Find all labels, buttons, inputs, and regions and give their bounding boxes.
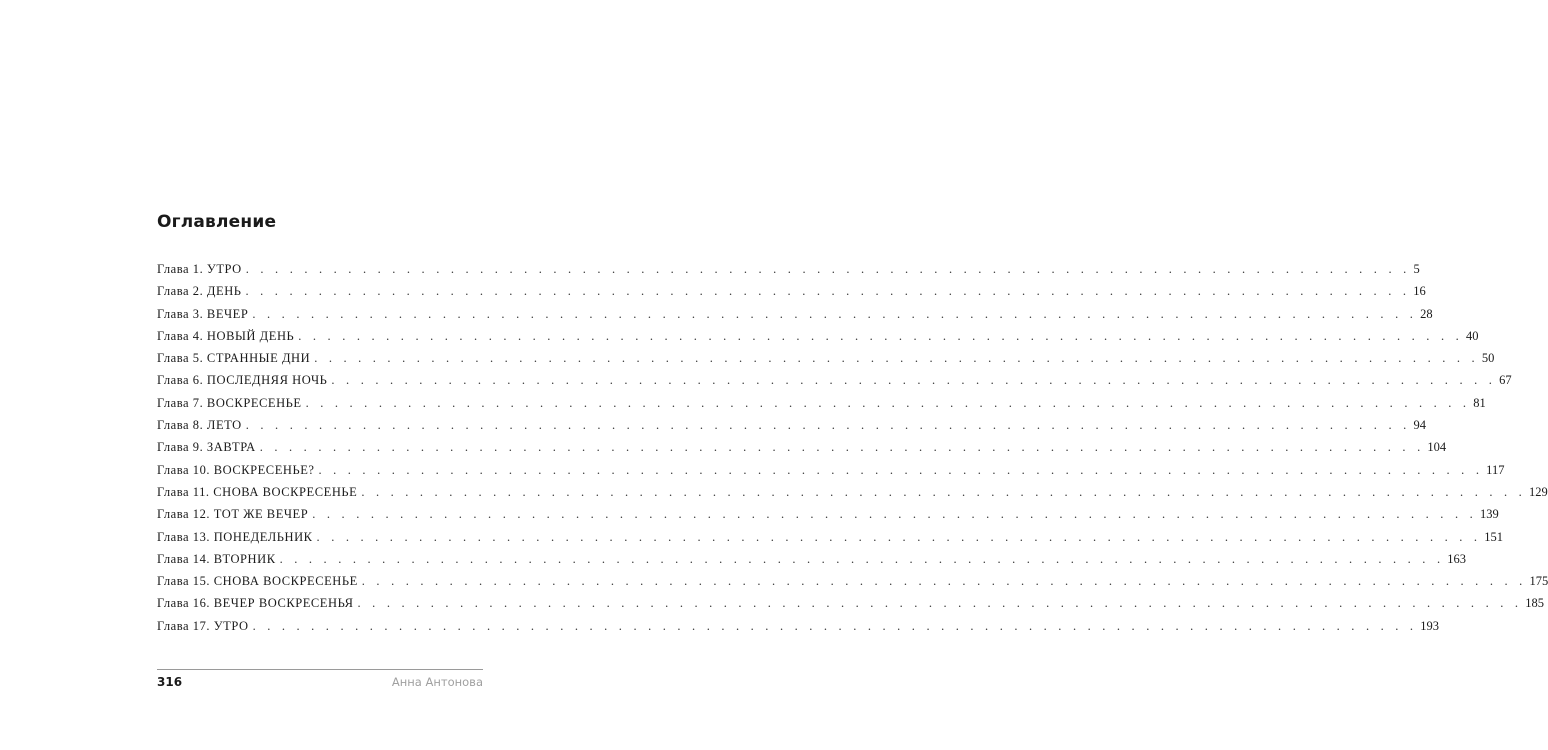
dot-leader: . . . . . . . . . . . . . . . . . . . . . . . . . . . . . . . . . . . . . . . . . . . . . . . . . . . . . . . . . . . . . . . . . . . . . . . . . . . . . . . . (245, 284, 1411, 299)
chapter-page-number: 193 (1420, 618, 1439, 633)
chapter-page-number: 5 (1413, 262, 1420, 276)
chapter-title: Глава 3. ВЕЧЕР (157, 306, 249, 321)
dot-leader: . . . . . . . . . . . . . . . . . . . . . . . . . . . . . . . . . . . . . . . . . . . . . . . . . . . . . . . . . . . . . . . . . . . . . . . . . . . . . . . . (318, 462, 1484, 477)
toc-entry[interactable] (157, 328, 1479, 350)
dot-leader: . . . . . . . . . . . . . . . . . . . . . . . . . . . . . . . . . . . . . . . . . . . . . . . . . . . . . . . . . . . . . . . . . . . . . . . . . . . . . . . . (361, 484, 1526, 499)
toc-entry[interactable] (157, 462, 1505, 484)
footer-page-number: 316 (157, 675, 183, 689)
dot-leader: . . . . . . . . . . . . . . . . . . . . . . . . . . . . . . . . . . . . . . . . . . . . . . . . . . . . . . . . . . . . . . . . . . . . . . . . . . . . . . . . (312, 507, 1477, 522)
dot-leader: . . . . . . . . . . . . . . . . . . . . . . . . . . . . . . . . . . . . . . . . . . . . . . . . . . . . . . . . . . . . . . . . . . . . . . . . . . . . . . . . (245, 418, 1411, 433)
chapter-page-number: 81 (1473, 395, 1486, 410)
chapter-title: Глава 7. ВОСКРЕСЕНЬЕ (157, 395, 302, 410)
toc-entry[interactable] (157, 372, 1512, 394)
toc-entry[interactable] (157, 618, 1439, 640)
toc-entry[interactable] (157, 261, 1420, 283)
toc-entry[interactable] (157, 484, 1548, 506)
chapter-page-number: 67 (1499, 373, 1512, 388)
chapter-title: Глава 9. ЗАВТРА (157, 440, 256, 455)
chapter-title: Глава 8. ЛЕТО (157, 418, 242, 433)
chapter-page-number: 117 (1486, 462, 1505, 477)
toc-entry[interactable] (157, 395, 1486, 417)
chapter-title: Глава 12. ТОТ ЖЕ ВЕЧЕР (157, 507, 309, 522)
chapter-title: Глава 2. ДЕНЬ (157, 284, 242, 299)
chapter-page-number: 185 (1525, 596, 1544, 611)
chapter-page-number: 94 (1413, 418, 1426, 433)
dot-leader: . . . . . . . . . . . . . . . . . . . . . . . . . . . . . . . . . . . . . . . . . . . . . . . . . . . . . . . . . . . . . . . . . . . . . . . . . . . . . . . . (245, 262, 1411, 276)
chapter-page-number: 50 (1481, 351, 1495, 366)
chapter-title: Глава 14. ВТОРНИК (157, 551, 276, 566)
chapter-page-number: 104 (1427, 440, 1447, 455)
chapter-title: Глава 15. СНОВА ВОСКРЕСЕНЬЕ (157, 574, 358, 589)
footer-author: Анна Антонова (391, 675, 483, 689)
chapter-title: Глава 16. ВЕЧЕР ВОСКРЕСЕНЬЯ (157, 596, 354, 611)
chapter-title: Глава 11. СНОВА ВОСКРЕСЕНЬЕ (157, 484, 358, 499)
chapter-title: Глава 5. СТРАННЫЕ ДНИ (157, 351, 311, 366)
toc-entry[interactable] (157, 283, 1426, 305)
chapter-page-number: 139 (1479, 507, 1499, 522)
footer-divider (157, 669, 483, 670)
toc-entry[interactable] (157, 529, 1503, 551)
chapter-page-number: 129 (1529, 484, 1548, 499)
chapter-page-number: 151 (1484, 529, 1503, 544)
chapter-title: Глава 1. УТРО (157, 262, 242, 276)
dot-leader: . . . . . . . . . . . . . . . . . . . . . . . . . . . . . . . . . . . . . . . . . . . . . . . . . . . . . . . . . . . . . . . . . . . . . . . . . . . . . . . . (298, 328, 1463, 343)
toc-entry[interactable] (157, 350, 1495, 372)
chapter-page-number: 16 (1413, 284, 1426, 299)
toc-entry[interactable] (157, 506, 1499, 528)
dot-leader: . . . . . . . . . . . . . . . . . . . . . . . . . . . . . . . . . . . . . . . . . . . . . . . . . . . . . . . . . . . . . . . . . . . . . . . . . . . . . . . . (279, 551, 1445, 566)
chapter-page-number: 163 (1447, 551, 1467, 566)
toc-entry[interactable] (157, 595, 1544, 617)
dot-leader: . . . . . . . . . . . . . . . . . . . . . . . . . . . . . . . . . . . . . . . . . . . . . . . . . . . . . . . . . . . . . . . . . . . . . . . . . . . . . . . . (252, 618, 1418, 633)
page-title: Оглавление (157, 212, 277, 232)
dot-leader: . . . . . . . . . . . . . . . . . . . . . . . . . . . . . . . . . . . . . . . . . . . . . . . . . . . . . . . . . . . . . . . . . . . . . . . . . . . . . . . . (316, 529, 1482, 544)
dot-leader: . . . . . . . . . . . . . . . . . . . . . . . . . . . . . . . . . . . . . . . . . . . . . . . . . . . . . . . . . . . . . . . . . . . . . . . . . . . . . . . . (305, 395, 1471, 410)
dot-leader: . . . . . . . . . . . . . . . . . . . . . . . . . . . . . . . . . . . . . . . . . . . . . . . . . . . . . . . . . . . . . . . . . . . . . . . . . . . . . . . . (314, 351, 1479, 366)
chapter-title: Глава 17. УТРО (157, 618, 249, 633)
toc-entry[interactable] (157, 573, 1548, 595)
chapter-title: Глава 13. ПОНЕДЕЛЬНИК (157, 529, 313, 544)
dot-leader: . . . . . . . . . . . . . . . . . . . . . . . . . . . . . . . . . . . . . . . . . . . . . . . . . . . . . . . . . . . . . . . . . . . . . . . . . . . . . . . . (252, 306, 1418, 321)
chapter-title: Глава 10. ВОСКРЕСЕНЬЕ? (157, 462, 315, 477)
chapter-title: Глава 4. НОВЫЙ ДЕНЬ (157, 328, 295, 343)
toc-entry[interactable] (157, 439, 1447, 461)
dot-leader: . . . . . . . . . . . . . . . . . . . . . . . . . . . . . . . . . . . . . . . . . . . . . . . . . . . . . . . . . . . . . . . . . . . . . . . . . . . . . . . . (331, 373, 1497, 388)
chapter-title: Глава 6. ПОСЛЕДНЯЯ НОЧЬ (157, 373, 328, 388)
toc-entry[interactable] (157, 417, 1426, 439)
toc-entry[interactable] (157, 306, 1433, 328)
dot-leader: . . . . . . . . . . . . . . . . . . . . . . . . . . . . . . . . . . . . . . . . . . . . . . . . . . . . . . . . . . . . . . . . . . . . . . . . . . . . . . . . (259, 440, 1425, 455)
toc-entry[interactable] (157, 551, 1467, 573)
chapter-page-number: 40 (1465, 328, 1479, 343)
chapter-page-number: 175 (1529, 574, 1548, 589)
chapter-page-number: 28 (1420, 306, 1433, 321)
dot-leader: . . . . . . . . . . . . . . . . . . . . . . . . . . . . . . . . . . . . . . . . . . . . . . . . . . . . . . . . . . . . . . . . . . . . . . . . . . . . . . . . (361, 574, 1527, 589)
table-of-contents (157, 261, 1548, 640)
dot-leader: . . . . . . . . . . . . . . . . . . . . . . . . . . . . . . . . . . . . . . . . . . . . . . . . . . . . . . . . . . . . . . . . . . . . . . . . . . . . . . . . (357, 596, 1523, 611)
